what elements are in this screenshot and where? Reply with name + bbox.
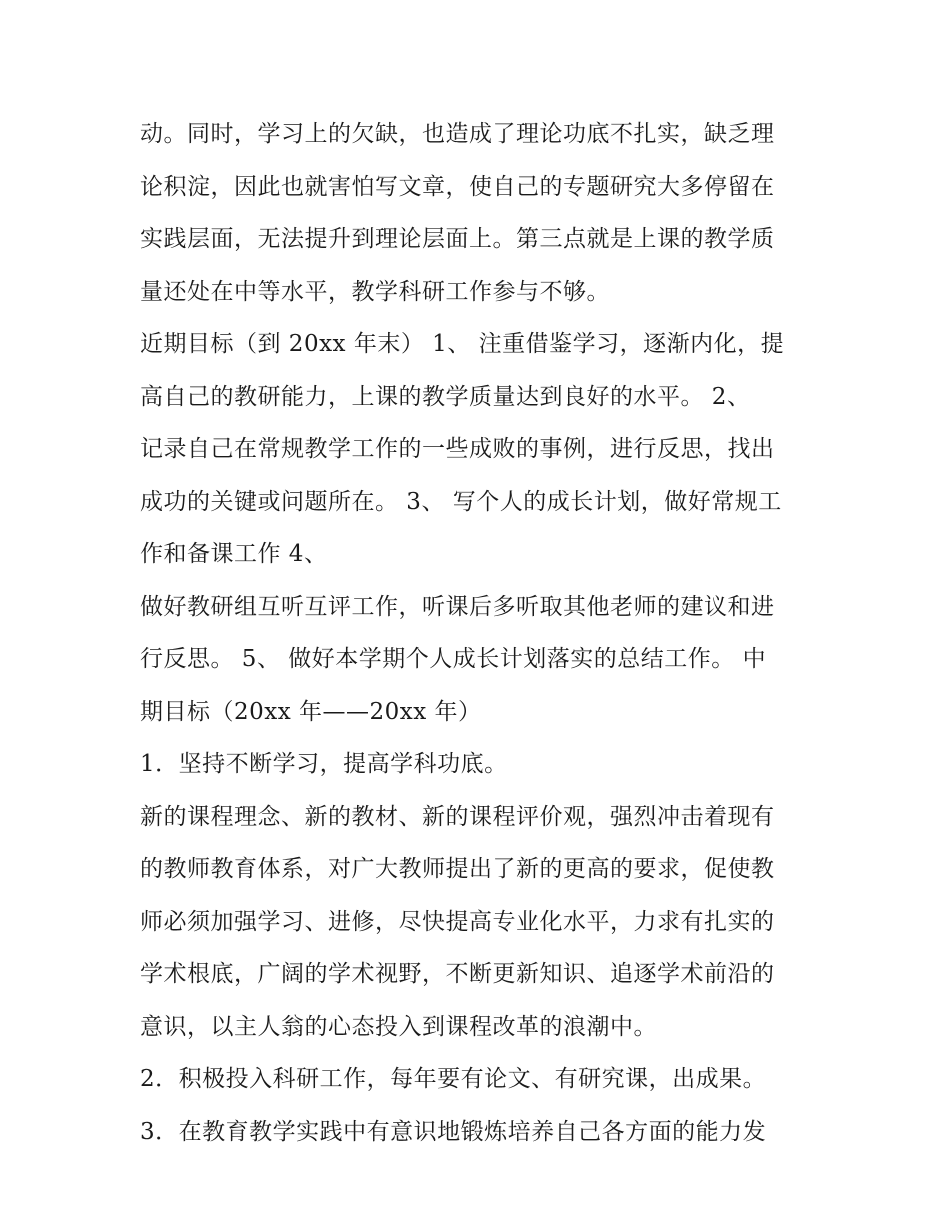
- text-line: 师必须加强学习、进修，尽快提高专业化水平，力求有扎实的: [140, 908, 775, 935]
- text-line: 记录自己在常规教学工作的一些成败的事例，进行反思，找出: [140, 436, 775, 462]
- text-line: 量还处在中等水平，教学科研工作参与不够。: [140, 278, 610, 305]
- text-line: 期目标（20xx 年——20xx 年）: [140, 698, 482, 725]
- text-line: 行反思。 5、 做好本学期个人成长计划落实的总结工作。 中: [140, 646, 767, 672]
- text-line: 3．在教育教学实践中有意识地锻炼培养自己各方面的能力发: [140, 1118, 767, 1145]
- text-line: 做好教研组互听互评工作，听课后多听取其他老师的建议和进: [140, 593, 775, 620]
- text-line: 学术根底，广阔的学术视野，不断更新知识、追逐学术前沿的: [140, 961, 775, 987]
- text-line: 近期目标（到 20xx 年末） 1、 注重借鉴学习，逐渐内化，提: [140, 331, 785, 357]
- document-body: [140, 108, 815, 1158]
- text-line: 1．坚持不断学习，提高学科功底。: [140, 751, 508, 777]
- text-line: 2．积极投入科研工作，每年要有论文、有研究课，出成果。: [140, 1066, 767, 1092]
- text-line: 高自己的教研能力，上课的教学质量达到良好的水平。 2、: [140, 383, 751, 410]
- text-line: 作和备课工作 4、: [140, 541, 328, 567]
- text-line: 新的课程理念、新的教材、新的课程评价观，强烈冲击着现有: [140, 803, 775, 830]
- text-line: 的教师教育体系，对广大教师提出了新的更高的要求，促使教: [140, 856, 775, 882]
- text-line: 意识，以主人翁的心态投入到课程改革的浪潮中。: [140, 1013, 657, 1040]
- text-line: 实践层面，无法提升到理论层面上。第三点就是上课的教学质: [140, 226, 775, 252]
- text-line: 论积淀，因此也就害怕写文章，使自己的专题研究大多停留在: [140, 173, 775, 200]
- text-line: 成功的关键或问题所在。 3、 写个人的成长计划，做好常规工: [140, 488, 782, 515]
- text-line: 动。同时，学习上的欠缺，也造成了理论功底不扎实，缺乏理: [140, 121, 775, 147]
